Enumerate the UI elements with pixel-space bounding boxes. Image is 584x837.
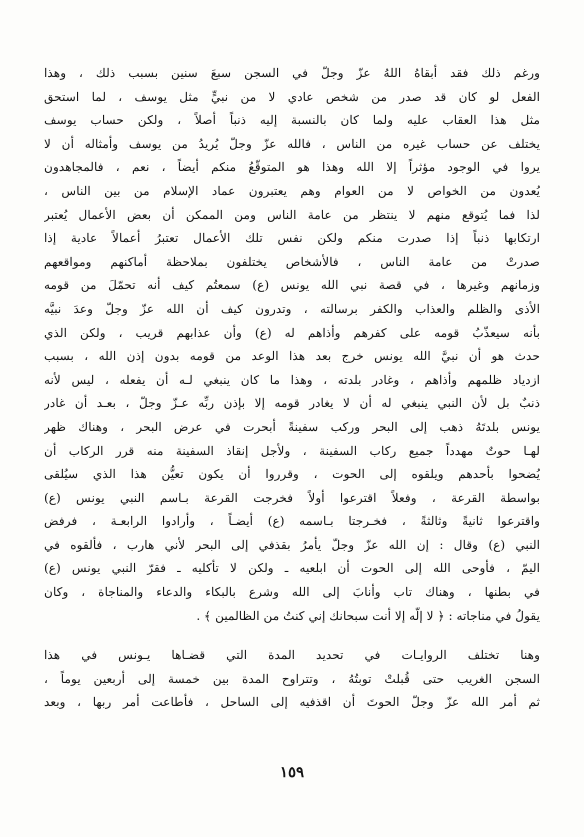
text-line: واقترعوا ثانيةً وثالثةً ، فخـرجتا بـاسمه (ع) أيضـاً ، وأرادوا الرابعـة ، فرفض bbox=[44, 514, 540, 529]
text-line: اليمّ ، فأوحى الله إلى الحوت أن ابلعيه ـ ولكن لا تأكليه ـ فقرّ النبي يونس (ع) bbox=[44, 561, 540, 576]
text-line: يختلف عن حساب غيره من الناس ، فالله عزّ وجلّ يُريدُ من يوسف وأمثاله أن لا bbox=[44, 136, 540, 151]
text-line: مثل هذا العقاب عليه ولما كان بالنسبة إليه ذنباً أصلاً ، ولكن حساب يوسف bbox=[44, 113, 540, 128]
text-line: السجن الغريب حتى قُبلتْ توبتُهُ ، وتتراوح المدة بين خمسة إلى أربعين يوماً ، bbox=[44, 671, 540, 686]
text-line: يُضحوا بأحدهم ويلقوه إلى الحوت ، وقرروا أن يكون تعيُّن هذا الذي سيُلقى bbox=[44, 467, 540, 482]
text-line: ذنبٌ بل لأن النبي ينبغي له أن لا يغادر قومه إلا بإذن ربِّه عـزّ وجلّ ، بعـد أن غادر bbox=[44, 396, 540, 411]
text-line: ارتكابها ذنباً إذا صدرت منكم ولكن نفس تلك الأعمال تعتبرُ أعمالاً عادية إذا bbox=[44, 231, 540, 246]
text-line: ثم أمر الله عزّ وجلّ الحوتَ أن اقذفيه إلى الساحل ، فأطاعت أمر ربها ، وبعد bbox=[44, 695, 540, 710]
text-line: حدث هو أن نبيَّ الله يونس خرج بعد هذا الوعد من قومه بدون إذن الله ، بسبب bbox=[44, 349, 540, 364]
text-line: لهـا حوتٌ مهدداً جميع ركاب السفينة ، ولأجل إنقاذ السفينة منه قرر الركاب أن bbox=[44, 443, 540, 458]
text-line: يونس بلدتَهُ ذهب إلى البحر وركب سفينةً أبحرت في عرض البحر ، وهناك ظهر bbox=[44, 419, 540, 434]
page-number: ١٥٩ bbox=[279, 763, 305, 781]
text-line: وزمانهم وغيرها ، في قصة نبي الله يونس (ع) سمعتُم كيف أنه تحمّلَ من قومه bbox=[44, 278, 540, 293]
paragraph bbox=[44, 62, 540, 628]
text-line: النبي (ع) وقال : إن الله عزّ وجلّ يأمرُ بقذفي إلى البحر لأني هارب ، فألقوه في bbox=[44, 537, 540, 552]
text-line: بأنه سيعذّبُ قومه على كفرهم وأذاهم له (ع) وأن عذابهم قريب ، ولكن الذي bbox=[44, 325, 540, 340]
text-line: ورغم ذلك فقد أبقاهُ اللهُ عزّ وجلّ في السجن سبعَ سنين بسبب ذلك ، وهذا bbox=[44, 66, 540, 80]
text-line: يُعدون من الخواص لا من العوام وهم يعتبرون عماد الإسلام من بين الناس ، bbox=[44, 183, 540, 198]
text-line: وهنا تختلف الروايـات في تحديد المدة التي قضـاها يـونس في هذا bbox=[44, 648, 540, 663]
text-line: الأذى والظلم والعذاب والكفر برسالته ، وتدرون كيف أن الله عزّ وجلّ وعدَ نبيَّه bbox=[44, 301, 540, 316]
text-line: لذا فما يُتوقع منهم لا ينتظر من عامة الناس ومن الممكن أن بعض الأعمال يُعتبر bbox=[44, 207, 540, 222]
text-line: يروا في الوجود مؤثراً إلا الله وهذا هو المتوقّعُ منكم أيضاً ، نعم ، فالمجاهدون bbox=[44, 160, 540, 175]
text-line: صدرتْ من عامة الناس ، فالأشخاص يختلفون بملاحظة أماكنهم ومواقعهم bbox=[44, 254, 540, 269]
paragraph bbox=[44, 644, 540, 715]
text-line: يقولُ في مناجاته : ﴿ لا إلّه إلا أنت سبحانك إني كنتُ من الظالمين ﴾ . bbox=[196, 608, 540, 623]
text-line: بواسطة القرعة ، وفعلاً اقترعوا أولاً فخرجت القرعة بـاسم النبي يونس (ع) bbox=[44, 490, 540, 505]
body-text bbox=[44, 62, 540, 715]
text-line: في بطنها ، وهناك تاب وأنابَ إلى الله وشرع بالبكاء والدعاء والمناجاة ، وكان bbox=[44, 585, 540, 600]
text-line: ازدياد ظلمهم وأذاهم ، وغادر بلدته ، وهذا ما كان ينبغي لـه أن يفعله ، ليس لأنه bbox=[44, 372, 540, 387]
text-line: الفعل لو كان قد صدر من شخص عادي لا من نبيٍّ مثل يوسف ، لما استحق bbox=[44, 89, 540, 104]
